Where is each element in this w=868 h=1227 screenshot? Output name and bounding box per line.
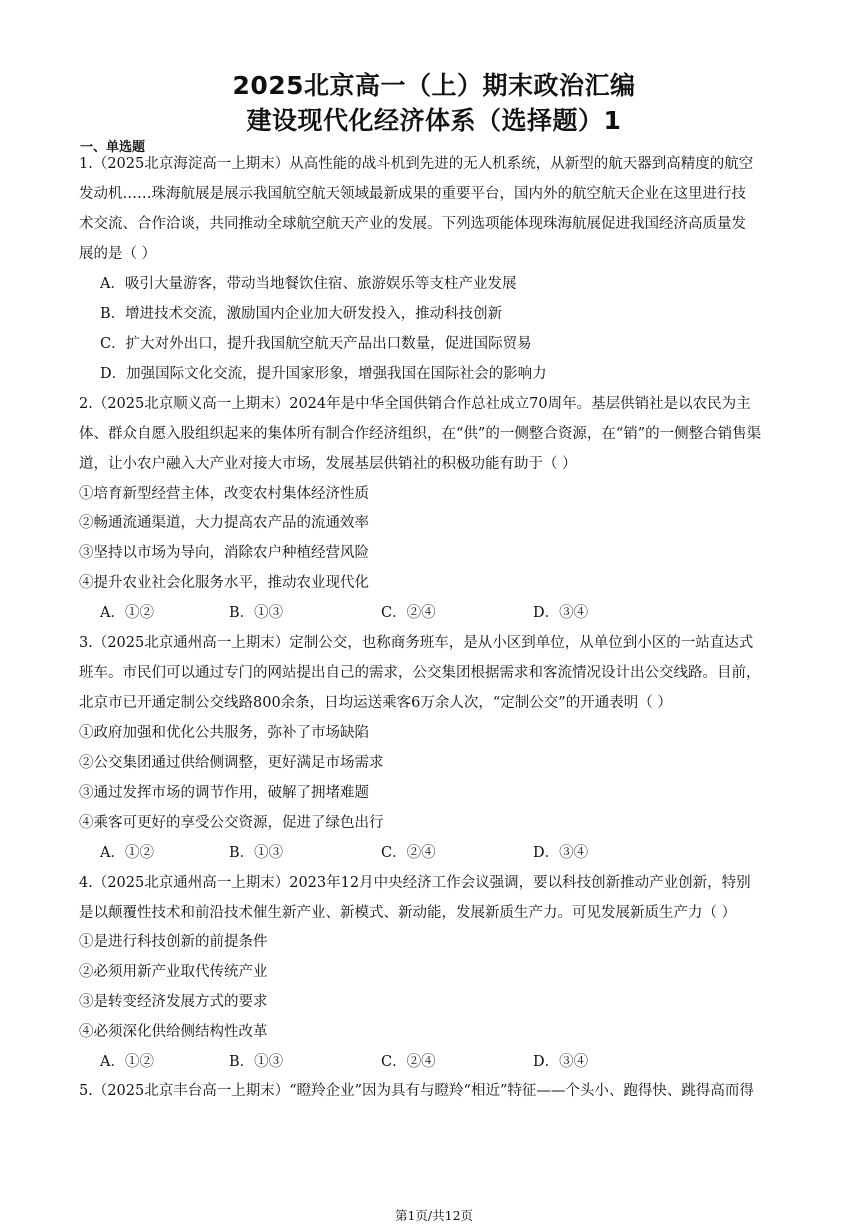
q1-option-d: D．加强国际文化交流，提升国家形象，增强我国在国际社会的影响力 [100, 366, 547, 382]
q4-item: ④必须深化供给侧结构性改革 [79, 1024, 268, 1040]
q2-choice-c: C．②④ [381, 605, 436, 621]
q1-line: 发动机……珠海航展是展示我国航空航天领域最新成果的重要平台，国内外的航空航天企业在这里进行技 [79, 186, 746, 202]
q1-option-a: A．吸引大量游客，带动当地餐饮住宿、旅游娱乐等支柱产业发展 [100, 276, 517, 292]
q2-line: 2.（2025北京顺义高一上期末）2024年是中华全国供销合作总社成立70周年。基层供销社是以农民为主 [79, 396, 751, 412]
q1-line: 展的是（ ） [79, 246, 157, 262]
q4-choice-b: B．①③ [229, 1054, 284, 1070]
q1-line: 1.（2025北京海淀高一上期末）从高性能的战斗机到先进的无人机系统，从新型的航天器到高精度的航空 [79, 156, 754, 172]
q3-choice-b: B．①③ [229, 845, 284, 861]
q2-item: ①培育新型经营主体，改变农村集体经济性质 [79, 486, 369, 502]
q4-item: ①是进行科技创新的前提条件 [79, 934, 268, 950]
q3-line: 班车。市民们可以通过专门的网站提出自己的需求，公交集团根据需求和客流情况设计出公交线路。目前， [79, 665, 761, 681]
q4-choice-d: D．③④ [533, 1054, 589, 1070]
q3-choice-a: A．①② [100, 845, 154, 861]
q3-choice-c: C．②④ [381, 845, 436, 861]
q3-line: 北京市已开通定制公交线路800余条，日均运送乘客6万余人次，“定制公交”的开通表明（ ） [79, 695, 672, 711]
document-title: 2025北京高一（上）期末政治汇编 [232, 71, 636, 100]
q4-item: ②必须用新产业取代传统产业 [79, 964, 268, 980]
q1-option-c: C．扩大对外出口，提升我国航空航天产品出口数量，促进国际贸易 [100, 336, 532, 352]
q4-item: ③是转变经济发展方式的要求 [79, 994, 268, 1010]
q3-item: ④乘客可更好的享受公交资源，促进了绿色出行 [79, 815, 384, 831]
q1-line: 术交流、合作洽谈，共同推动全球航空航天产业的发展。下列选项能体现珠海航展促进我国经济高质量发 [79, 216, 746, 232]
q4-line: 是以颠覆性技术和前沿技术催生新产业、新模式、新动能，发展新质生产力。可见发展新质生产力（ ） [79, 905, 737, 921]
q3-choice-d: D．③④ [533, 845, 589, 861]
q2-item: ②畅通流通渠道，大力提高农产品的流通效率 [79, 515, 369, 531]
q4-line: 4.（2025北京通州高一上期末）2023年12月中央经济工作会议强调，要以科技创新推动产业创新，特别 [79, 875, 751, 891]
q2-choice-d: D．③④ [533, 605, 589, 621]
q2-line: 体、群众自愿入股组织起来的集体所有制合作经济组织，在“供”的一侧整合资源，在“销”的一侧整合销售渠 [79, 426, 762, 442]
q4-choice-a: A．①② [100, 1054, 154, 1070]
q3-item: ①政府加强和优化公共服务，弥补了市场缺陷 [79, 725, 369, 741]
q3-item: ③通过发挥市场的调节作用，破解了拥堵难题 [79, 785, 369, 801]
q3-line: 3.（2025北京通州高一上期末）定制公交，也称商务班车，是从小区到单位，从单位到小区的一站直达式 [79, 635, 754, 651]
q3-item: ②公交集团通过供给侧调整，更好满足市场需求 [79, 755, 384, 771]
q2-choice-b: B．①③ [229, 605, 284, 621]
document-subtitle: 建设现代化经济体系（选择题）1 [246, 106, 622, 135]
section-heading: 一、单选题 [80, 140, 146, 155]
page-footer: 第1页/共12页 [394, 1208, 474, 1223]
q2-choice-a: A．①② [100, 605, 154, 621]
q2-line: 道，让小农户融入大产业对接大市场，发展基层供销社的积极功能有助于（ ） [79, 456, 577, 472]
q4-choice-c: C．②④ [381, 1054, 436, 1070]
q2-item: ④提升农业社会化服务水平，推动农业现代化 [79, 575, 369, 591]
q1-option-b: B．增进技术交流，激励国内企业加大研发投入，推动科技创新 [100, 306, 503, 322]
q5-line: 5.（2025北京丰台高一上期末）“瞪羚企业”因为具有与瞪羚“相近”特征——个头小、跑得快、跳得高而得 [79, 1083, 754, 1099]
q2-item: ③坚持以市场为导向，消除农户种植经营风险 [79, 545, 369, 561]
